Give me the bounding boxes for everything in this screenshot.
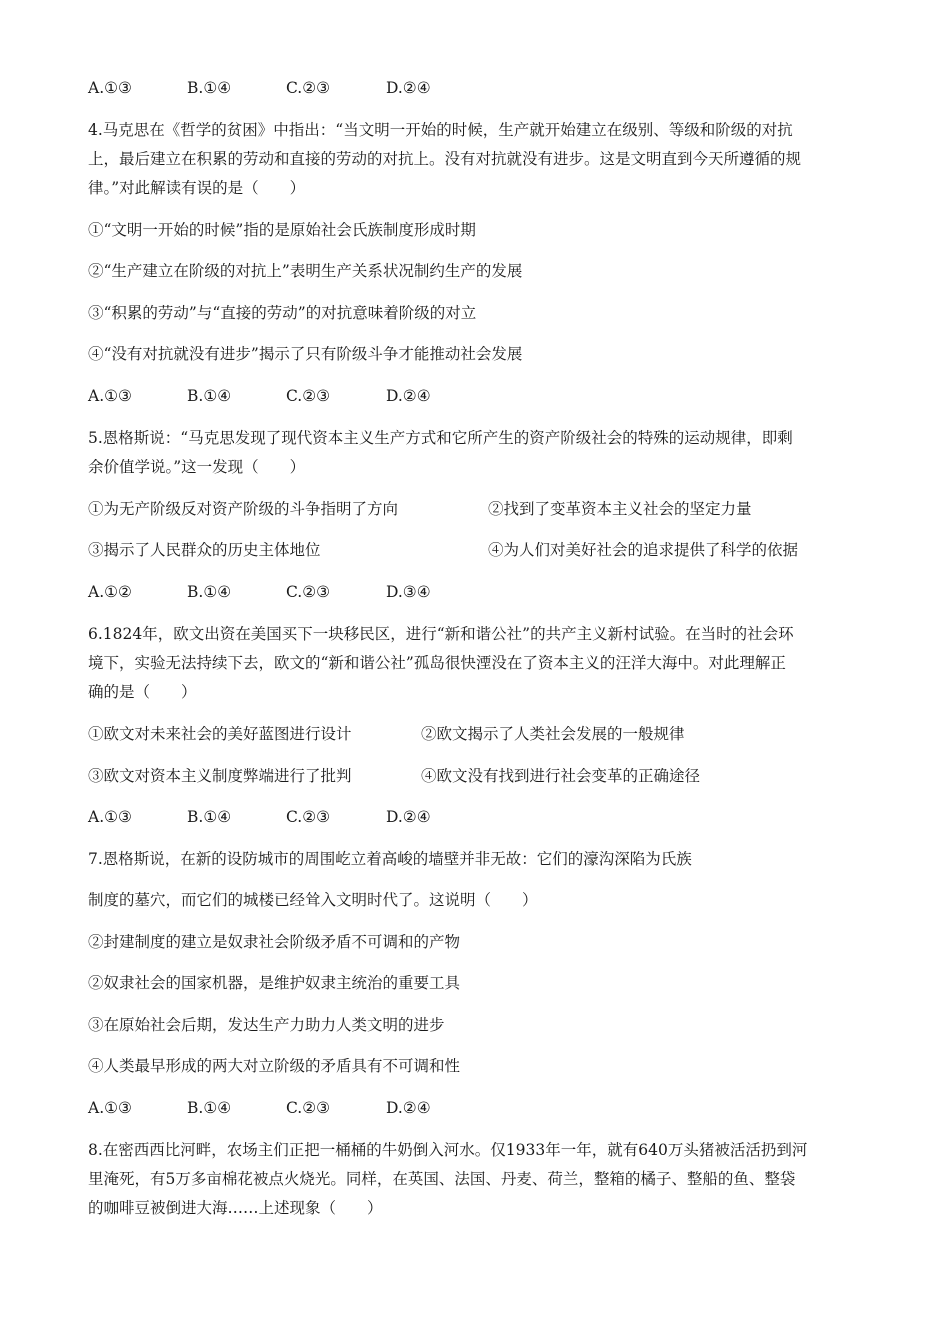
q4-item-2: ②“生产建立在阶级的对抗上”表明生产关系状况制约生产的发展 [88, 262, 523, 280]
q8-stem-line-2: 里淹死，有5万多亩棉花被点火烧光。同样，在英国、法国、丹麦、荷兰，整箱的橘子、整船的鱼、整袋 [88, 1170, 796, 1188]
q6-option-c: C.②③ [286, 808, 331, 826]
q7-option-a: A.①③ [88, 1099, 132, 1117]
q4-item-3: ③“积累的劳动”与“直接的劳动”的对抗意味着阶级的对立 [88, 304, 477, 322]
q7-item-3: ③在原始社会后期，发达生产力助力人类文明的进步 [88, 1016, 445, 1034]
q6-stem-line-2: 境下，实验无法持续下去，欧文的“新和谐公社”孤岛很快湮没在了资本主义的汪洋大海中。对此理解正 [88, 654, 786, 672]
q3-option-b: B.①④ [187, 79, 232, 97]
q4-stem-line-3: 律。”对此解读有误的是（ ） [88, 179, 306, 197]
q5-item-4: ④为人们对美好社会的追求提供了科学的依据 [488, 541, 799, 559]
q5-item-2: ②找到了变革资本主义社会的坚定力量 [488, 500, 752, 518]
q5-option-a: A.①② [88, 583, 132, 601]
q4-option-b: B.①④ [187, 387, 232, 405]
q7-item-1: ②封建制度的建立是奴隶社会阶级矛盾不可调和的产物 [88, 933, 461, 951]
q5-item-1: ①为无产阶级反对资产阶级的斗争指明了方向 [88, 500, 399, 518]
q5-stem-line-2: 余价值学说。”这一发现（ ） [88, 458, 306, 476]
q5-option-b: B.①④ [187, 583, 232, 601]
q4-option-a: A.①③ [88, 387, 132, 405]
q8-stem-line-1: 8.在密西西比河畔，农场主们正把一桶桶的牛奶倒入河水。仅1933年一年，就有640万头猪被活活扔到河 [88, 1141, 808, 1159]
q5-option-c: C.②③ [286, 583, 331, 601]
q6-item-1: ①欧文对未来社会的美好蓝图进行设计 [88, 725, 352, 743]
q4-item-4: ④“没有对抗就没有进步”揭示了只有阶级斗争才能推动社会发展 [88, 345, 523, 363]
q7-item-2: ②奴隶社会的国家机器，是维护奴隶主统治的重要工具 [88, 974, 461, 992]
q7-stem-line-1: 7.恩格斯说，在新的设防城市的周围屹立着高峻的墙壁并非无故：它们的濠沟深陷为氏族 [88, 850, 692, 868]
q4-stem-line-2: 上，最后建立在积累的劳动和直接的劳动的对抗上。没有对抗就没有进步。这是文明直到今天所遵循的规 [88, 150, 802, 168]
q6-option-a: A.①③ [88, 808, 132, 826]
q7-option-d: D.②④ [386, 1099, 431, 1117]
q5-item-3: ③揭示了人民群众的历史主体地位 [88, 541, 321, 559]
q4-option-d: D.②④ [386, 387, 431, 405]
q7-option-c: C.②③ [286, 1099, 331, 1117]
q4-item-1: ①“文明一开始的时候”指的是原始社会氏族制度形成时期 [88, 221, 476, 239]
q6-item-4: ④欧文没有找到进行社会变革的正确途径 [421, 767, 701, 785]
q3-option-d: D.②④ [386, 79, 431, 97]
q3-option-c: C.②③ [286, 79, 331, 97]
q5-option-d: D.③④ [386, 583, 431, 601]
q6-stem-line-3: 确的是（ ） [88, 683, 197, 701]
q3-option-a: A.①③ [88, 79, 132, 97]
q4-option-c: C.②③ [286, 387, 331, 405]
q8-stem-line-3: 的咖啡豆被倒进大海……上述现象（ ） [88, 1199, 383, 1217]
q6-item-3: ③欧文对资本主义制度弊端进行了批判 [88, 767, 352, 785]
q7-option-b: B.①④ [187, 1099, 232, 1117]
q6-option-b: B.①④ [187, 808, 232, 826]
q4-stem-line-1: 4.马克思在《哲学的贫困》中指出：“当文明一开始的时候，生产就开始建立在级别、等级和阶级的对抗 [88, 121, 793, 139]
q6-item-2: ②欧文揭示了人类社会发展的一般规律 [421, 725, 685, 743]
q7-item-4: ④人类最早形成的两大对立阶级的矛盾具有不可调和性 [88, 1057, 461, 1075]
q5-stem-line-1: 5.恩格斯说：“马克思发现了现代资本主义生产方式和它所产生的资产阶级社会的特殊的运动规律，即剩 [88, 429, 793, 447]
q6-option-d: D.②④ [386, 808, 431, 826]
q7-stem-line-2: 制度的墓穴，而它们的城楼已经耸入文明时代了。这说明（ ） [88, 891, 538, 909]
q6-stem-line-1: 6.1824年，欧文出资在美国买下一块移民区，进行“新和谐公社”的共产主义新村试验。在当时的社会环 [88, 625, 794, 643]
